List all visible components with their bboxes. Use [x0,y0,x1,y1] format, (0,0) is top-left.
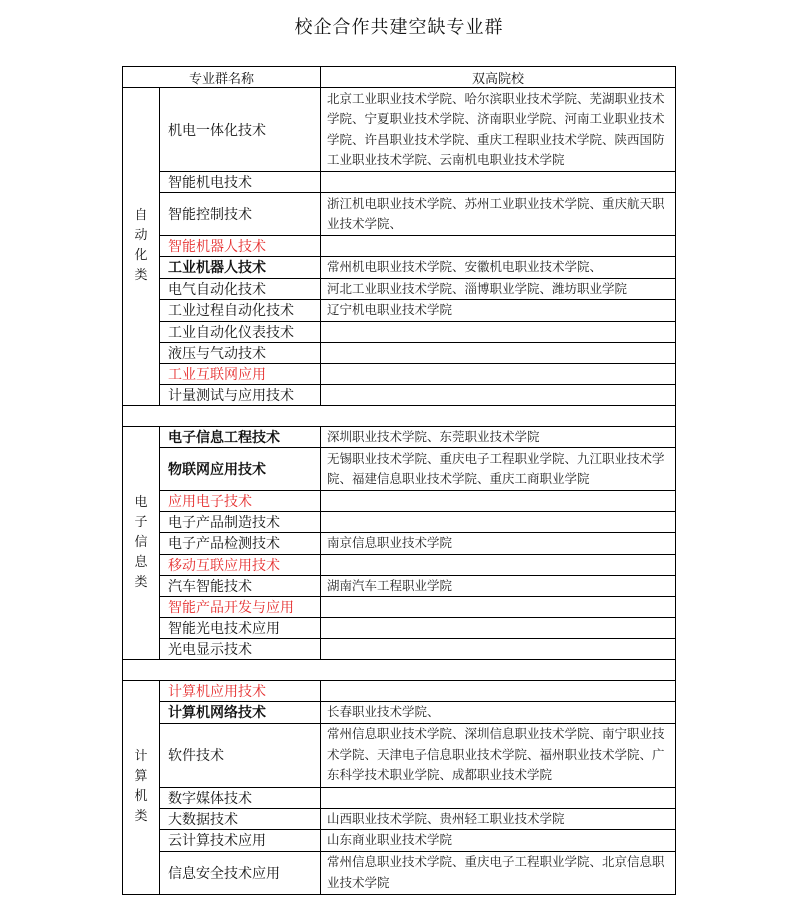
school-list [321,554,676,575]
program-name: 汽车智能技术 [160,575,321,597]
program-name: 应用电子技术 [160,491,321,512]
program-name: 光电显示技术 [160,639,321,660]
school-list: 长春职业技术学院、 [321,702,676,724]
table-row [123,172,676,193]
school-list [321,618,676,639]
table-row [123,448,676,491]
table-row [123,808,676,830]
program-name: 工业过程自动化技术 [160,300,321,322]
table-row [123,597,676,618]
table-row [123,851,676,894]
category-cell [123,681,160,895]
program-name: 信息安全技术应用 [160,851,321,894]
table-row [123,321,676,342]
category-char: 自 [134,208,148,224]
school-list: 浙江机电职业技术学院、苏州工业职业技术学院、重庆航天职业技术学院、 [321,193,676,236]
school-list: 常州机电职业技术学院、安徽机电职业技术学院、 [321,257,676,279]
table-row [123,618,676,639]
header-group-name: 专业群名称 [123,67,321,88]
table-row [123,575,676,597]
school-list: 常州信息职业技术学院、重庆电子工程职业学院、北京信息职业技术学院 [321,851,676,894]
program-name: 液压与气动技术 [160,342,321,363]
school-list: 北京工业职业技术学院、哈尔滨职业技术学院、芜湖职业技术学院、宁夏职业技术学院、济南职业学院、河南工业职业技术学院、许昌职业技术学院、重庆工程职业技术学院、陕西国防工业职业技术学院、云南机电职业技术学院 [321,88,676,172]
program-name: 工业机器人技术 [160,257,321,279]
program-name: 智能控制技术 [160,193,321,236]
table-row [123,702,676,724]
school-list [321,787,676,808]
table-row [123,257,676,279]
school-list [321,342,676,363]
table-row [123,639,676,660]
table-row [123,830,676,852]
header-school-name: 双高院校 [321,67,676,88]
table-row [123,554,676,575]
school-list [321,512,676,533]
category-char: 计 [134,749,148,765]
table-row [123,681,676,702]
category-char: 息 [134,554,148,570]
specialty-group-table [122,66,676,895]
school-list [321,681,676,702]
table-row [123,723,676,787]
category-label [123,747,159,827]
program-name: 电气自动化技术 [160,278,321,300]
category-char: 信 [134,534,148,550]
program-name: 移动互联应用技术 [160,554,321,575]
school-list [321,491,676,512]
school-list [321,597,676,618]
program-name: 智能产品开发与应用 [160,597,321,618]
program-name: 计量测试与应用技术 [160,384,321,405]
table-row [123,236,676,257]
school-list: 湖南汽车工程职业学院 [321,575,676,597]
school-list: 山东商业职业技术学院 [321,830,676,852]
school-list: 常州信息职业技术学院、深圳信息职业技术学院、南宁职业技术学院、天津电子信息职业技术学院、福州职业技术学院、广东科学技术职业学院、成都职业技术学院 [321,723,676,787]
program-name: 电子信息工程技术 [160,426,321,448]
school-list [321,172,676,193]
category-char: 子 [134,514,148,530]
school-list [321,384,676,405]
program-name: 电子产品制造技术 [160,512,321,533]
table-row [123,342,676,363]
table-row [123,426,676,448]
program-name: 物联网应用技术 [160,448,321,491]
table-row [123,533,676,555]
program-name: 智能机电技术 [160,172,321,193]
category-char: 算 [134,769,148,785]
group-separator-row [123,405,676,426]
table-row [123,363,676,384]
school-list: 南京信息职业技术学院 [321,533,676,555]
category-char: 化 [134,248,148,264]
program-name: 智能机器人技术 [160,236,321,257]
program-name: 数字媒体技术 [160,787,321,808]
header-row [123,67,676,88]
category-char: 类 [134,809,148,825]
table-row [123,787,676,808]
school-list [321,236,676,257]
program-name: 智能光电技术应用 [160,618,321,639]
program-name: 工业互联网应用 [160,363,321,384]
table-row [123,193,676,236]
table-row [123,512,676,533]
program-name: 计算机应用技术 [160,681,321,702]
separator-cell [123,405,676,426]
separator-cell [123,660,676,681]
school-list: 辽宁机电职业技术学院 [321,300,676,322]
table-row [123,384,676,405]
program-name: 机电一体化技术 [160,88,321,172]
table-row [123,300,676,322]
program-name: 计算机网络技术 [160,702,321,724]
category-char: 电 [134,494,148,510]
program-name: 大数据技术 [160,808,321,830]
school-list: 无锡职业技术学院、重庆电子工程职业学院、九江职业技术学院、福建信息职业技术学院、重庆工商职业学院 [321,448,676,491]
program-name: 软件技术 [160,723,321,787]
category-char: 类 [134,268,148,284]
school-list [321,321,676,342]
table-row [123,88,676,172]
program-name: 云计算技术应用 [160,830,321,852]
document-title: 校企合作共建空缺专业群 [294,17,504,38]
category-label [123,493,159,593]
category-char: 类 [134,574,148,590]
program-name: 工业自动化仪表技术 [160,321,321,342]
school-list: 深圳职业技术学院、东莞职业技术学院 [321,426,676,448]
school-list: 河北工业职业技术学院、淄博职业学院、潍坊职业学院 [321,278,676,300]
table-body [123,67,676,895]
category-char: 动 [134,228,148,244]
program-name: 电子产品检测技术 [160,533,321,555]
school-list [321,363,676,384]
school-list: 山西职业技术学院、贵州轻工职业技术学院 [321,808,676,830]
category-cell [123,426,160,660]
table-row [123,491,676,512]
category-label [123,206,159,286]
group-separator-row [123,660,676,681]
school-list [321,639,676,660]
category-cell [123,88,160,406]
table-row [123,278,676,300]
category-char: 机 [134,789,148,805]
